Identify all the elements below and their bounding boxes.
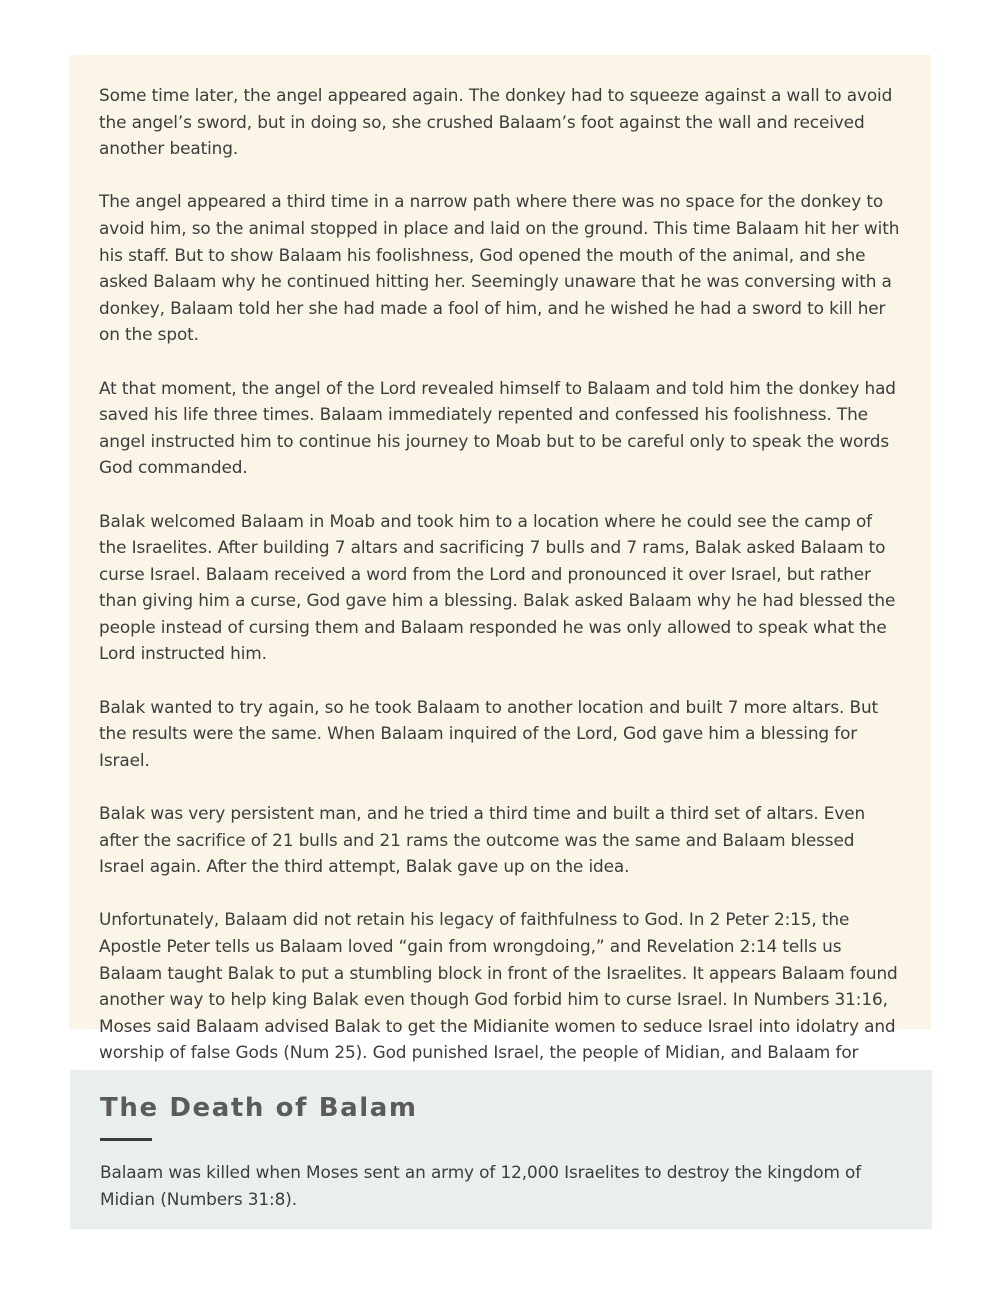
- story-paragraph-4: Balak welcomed Balaam in Moab and took him to a location where he could see the camp of the Israelites. After building 7 altars and sacrificing 7 bulls and 7 rams, Balak asked Balaam to curse Israel. Balaam received a word from the Lord and pronounced it over Israel, but rather than giving him a curse, God gave him a blessing. Balak asked Balaam why he had blessed the people instead of cursing them and Balaam responded he was only allowed to speak what the Lord instructed him.: [99, 510, 896, 664]
- story-paragraph-2: The angel appeared a third time in a narrow path where there was no space for the donkey to avoid him, so the animal stopped in place and laid on the ground. This time Balaam hit her with his staff. But to show Balaam his foolishness, God opened the mouth of the animal, and she asked Balaam why he continued hitting her. Seemingly unaware that he was conversing with a donkey, Balaam told her she had made a fool of him, and he wished he had a sword to kill her on the spot.: [99, 191, 900, 345]
- story-paragraph-6: Balak was very persistent man, and he tried a third time and built a third set of altars. Even after the sacrifice of 21 bulls and 21 rams the outcome was the same and Balaam blessed Israel again. After the third attempt, Balak gave up on the idea.: [99, 803, 866, 877]
- section-heading: The Death of Balam: [100, 1093, 418, 1123]
- death-of-balam-panel: [70, 1070, 932, 1229]
- story-panel: [69, 55, 931, 1063]
- story-paragraph-1: Some time later, the angel appeared again. The donkey had to squeeze against a wall to avoid the angel’s sword, but in doing so, she crushed Balaam’s foot against the wall and received another beating.: [99, 85, 893, 159]
- story-paragraph-7: Unfortunately, Balaam did not retain his legacy of faithfulness to God. In 2 Peter 2:15, the Apostle Peter tells us Balaam loved “gain from wrongdoing,” and Revelation 2:14 tells us Balaam taught Balak to put a stumbling block in front of the Israelites. It appears Balaam found another way to help king Balak even though God forbid him to curse Israel. In Numbers 31:16, Moses said Balaam advised Balak to get the Midianite women to seduce Israel into idolatry and worship of false Gods (Num 25). God punished Israel, the people of Midian, and Balaam for: [99, 909, 898, 1063]
- story-paragraph-5: Balak wanted to try again, so he took Balaam to another location and built 7 more altars. But the results were the same. When Balaam inquired of the Lord, God gave him a blessing for Israel.: [99, 696, 879, 770]
- story-paragraph-3: At that moment, the angel of the Lord revealed himself to Balaam and told him the donkey had saved his life three times. Balaam immediately repented and confessed his foolishness. The angel instructed him to continue his journey to Moab but to be careful only to speak the words God commanded.: [99, 377, 896, 478]
- heading-underline-divider: [100, 1138, 152, 1141]
- death-section-paragraph: Balaam was killed when Moses sent an army of 12,000 Israelites to destroy the kingdom of Midian (Numbers 31:8).: [100, 1162, 862, 1209]
